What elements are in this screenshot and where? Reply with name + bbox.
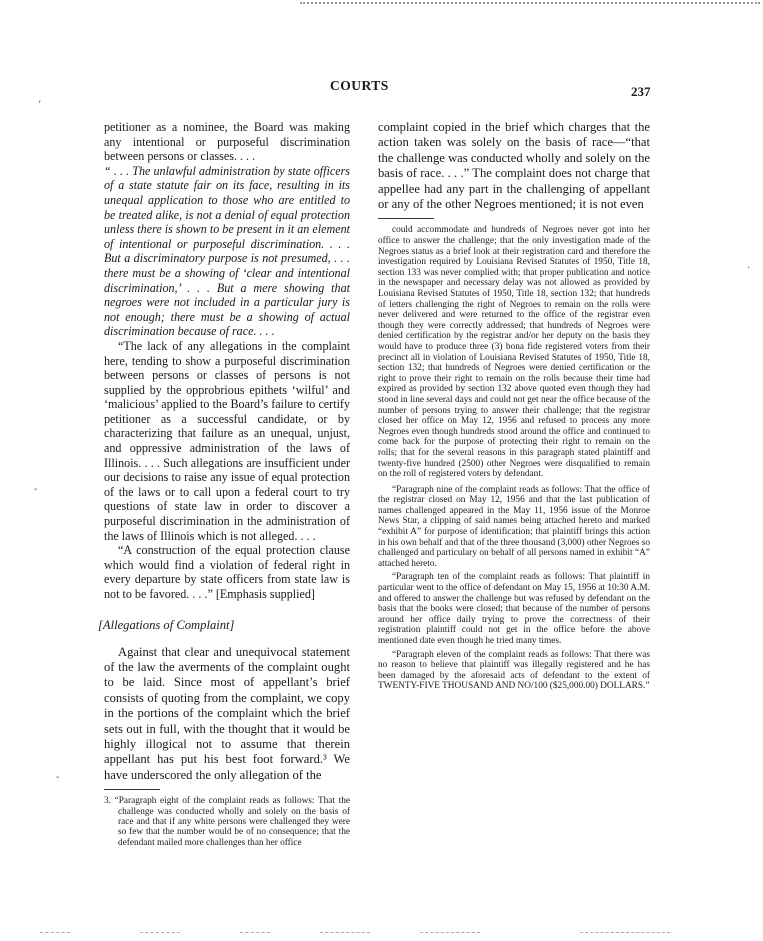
footnote-paragraph: “Paragraph nine of the complaint reads as follows: That the office of the registrar closed on May 12, 1956 and that the last publication of names challenged appeared in the May 11, 1956 issue of the Monroe News Star, a clipping of said names being attached hereto and marked “exhibit A” for purpose of identification; that plaintiff brings this action in his own behalf and that of the three thousand (3,000) other Negroes so challenged and particulary on behalf of all persons named in exhibit “A” attached hereto. [378,484,650,569]
footnote: 3. “Paragraph eight of the complaint reads as follows: That the challenge was conducted wholly and solely on the basis of race and that if any white persons were challenged they were so few that the number would be of no consequence; that the defendant mailed more challenges than her office [104,796,350,848]
body-paragraph: complaint copied in the brief which charges that the action taken was solely on the basis of race—“that the challenge was conducted wholly and solely on the basis of race. . . .” The complaint does not charge that appellee had any part in the challenging of appellant or any of the other Negroes mentioned; it is not even [378,120,650,212]
footnote-rule [104,789,160,790]
margin-mark: . [747,260,751,271]
margin-mark: - [34,484,38,495]
quote-paragraph: petitioner as a nominee, the Board was making any intentional or purposeful discrimination between persons or classes. . . . [104,120,350,164]
page-number: 237 [631,84,651,99]
margin-mark: ’ [38,100,42,111]
margin-mark: - [56,772,60,783]
footnote-continued: could accommodate and hundreds of Negroes never got into her office to answer the challenge; that the only investigation made of the Negroes status as a brief look at their registration card and therefore the investigation required by Louisiana Revised Statutes of 1950, Title 18, section 133 was never complied with; that proper publication and notice in the newspaper and necessary delay was not allowed as provided by Louisiana Revised Statutes of 1950, Title 18, section 132; that hundreds of letters challenging the right of Negroes to remain on the rolls were never delivered and were returned to the office of the registrar even though they were correctly addressed; that hundreds of Negroes were denied certification by the registrar and/or her deputy on the basis they would have to produce three (3) bona fide registered voters from their precinct all in violation of Louisiana Revised Statutes of 1950, Title 18, section 132; that hundreds of Negroes were denied certification or the right to prove their right to remain on the rolls because their time had expired as provided by section 132 above quoted even though they had stood in line several days and could not get near the office because of the number of persons trying to answer their challenge; that the registrar closed her office on May 12, 1956 and refused to process any more Negroes even though hundreds stood around the office and continued to come back for the purpose of protecting their right to remain on the rolls; that for the several reasons in this paragraph stated plaintiff and twenty-five hundred (2500) other Negroes were disqualified to remain on the roll of registered voters by defendant. [378,225,650,480]
footnote-paragraph: “Paragraph ten of the complaint reads as follows: That plaintiff in particular went to the office of defendant on May 15, 1956 at 10:30 A.M. and offered to answer the challenge but was refused by defendant on the basis that the books were closed; that because of the number of persons around her office daily trying to prove the correctness of their registration plaintiff could not get in the office before the above mentioned date even though he tried many times. [378,572,650,646]
running-head: COURTS [330,78,389,93]
right-column [378,120,650,692]
quote-paragraph: “The lack of any allegations in the complaint here, tending to show a purposeful discrimination between persons or classes of persons is not supplied by the opprobrious epithets ‘wilful’ and ‘malicious’ applied to the Board’s failure to certify petitioner as a successful candidate, or by characterizing that failure as an unequal, unjust, and oppressive administration of the laws of Illinois. . . . Such allegations are insufficient under our decisions to raise any issue of equal protection of the laws or to call upon a federal court to try questions of state law in order to discover a purposeful discrimination in the administration of the laws of Illinois which is not alleged. . . . [104,338,350,543]
quote-paragraph: “A construction of the equal protection clause which would find a violation of federal right in every departure by state officers from state law is not to be favored. . . .” [Emphasis supplied] [104,543,350,601]
footnote-paragraph: “Paragraph eleven of the complaint reads as follows: That there was no reason to believe that plaintiff was illegally registered and he has been damaged by the aforesaid acts of defendant to the extent of TWENTY-FIVE THOUSAND AND NO/100 ($25,000.00) DOLLARS.” [378,649,650,692]
footnote-rule [378,218,434,219]
top-scan-border [300,2,760,4]
bottom-scan-border [20,932,740,938]
section-heading: [Allegations of Complaint] [98,617,235,632]
body-paragraph: Against that clear and unequivocal statement of the law the averments of the complaint ought to be laid. Since most of appellant’s brief consists of quoting from the complaint, we copy in the portions of the complaint which the brief sets out in full, with the thought that it would be highly illogical not to assume that therein appellant has put his best foot forward.³ We have underscored the only allegation of the [104,644,350,782]
quote-paragraph: “ . . . The unlawful administration by state officers of a state statute fair on its face, resulting in its unequal application to those who are entitled to be treated alike, is not a denial of equal protection unless there is shown to be present in it an element of intentional or purposeful discrimination. . . . But a discriminatory purpose is not presumed, . . . there must be a showing of ‘clear and intentional discrimination,’ . . . But a mere showing that negroes were not included in a particular jury is not enough; there must be a showing of actual discrimination because of race. . . . [104,163,350,339]
left-column [98,120,350,848]
